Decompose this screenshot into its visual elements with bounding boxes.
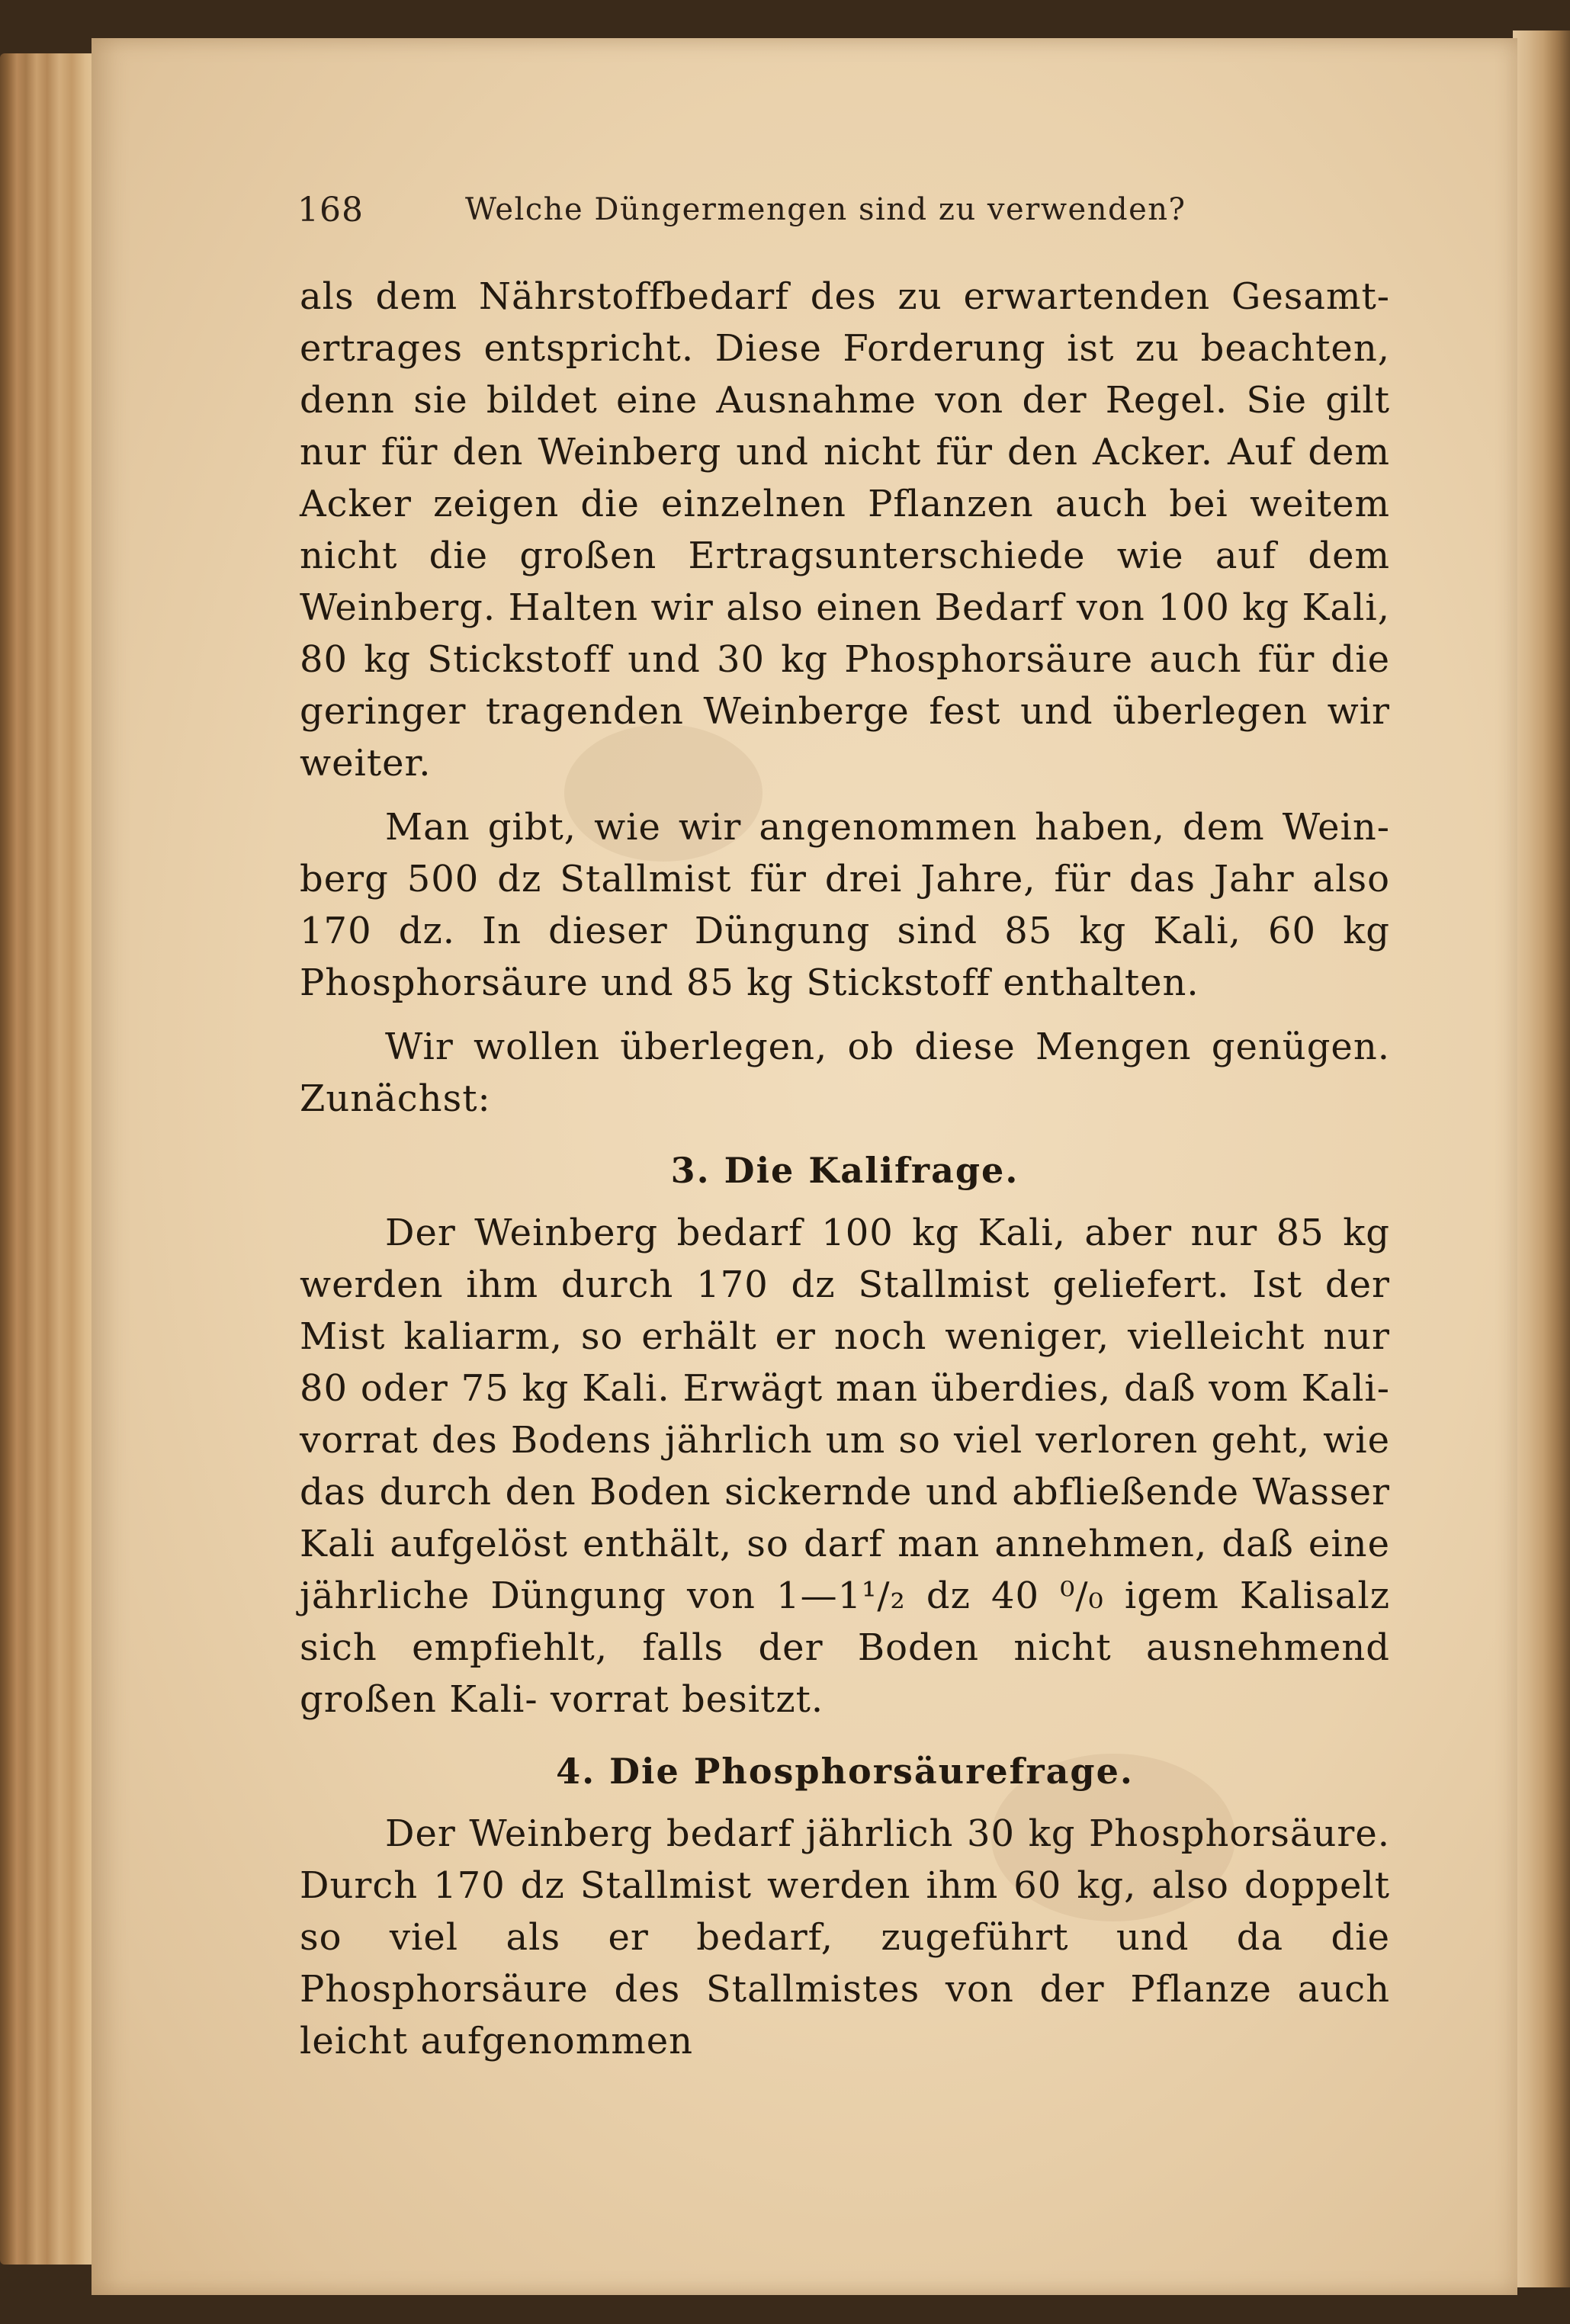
body-text bbox=[300, 271, 1390, 2067]
book-edge-right bbox=[1513, 30, 1570, 2287]
paragraph-1: als dem Nährstoffbedarf des zu erwartenden Gesamt- ertrages entspricht. Diese Forderung ist zu beachten, denn sie bildet eine Ausnahme von der Regel. Sie gilt nur für den Weinberg und nicht für den Acker. Auf dem Acker zeigen die einzelnen Pflanzen auch bei weitem nicht die großen Ertragsunterschiede wie auf dem Weinberg. Halten wir also einen Bedarf von 100 kg Kali, 80 kg Stickstoff und 30 kg Phosphorsäure auch für die geringer tragenden Weinberge fest und überlegen wir weiter. bbox=[300, 275, 1390, 785]
section-heading-phosphorsaeurefrage: 4. Die Phosphorsäurefrage. bbox=[556, 1751, 1134, 1792]
paragraph-5: Der Weinberg bedarf jährlich 30 kg Phosphorsäure. Durch 170 dz Stallmist werden ihm 60 kg, also doppelt so viel als er bedarf, zugeführt und da die Phosphorsäure des Stallmistes von der Pflanze auch leicht aufgenommen bbox=[300, 1812, 1390, 2062]
running-header bbox=[297, 191, 1289, 236]
page-number: 168 bbox=[297, 191, 364, 230]
section-heading-kalifrage: 3. Die Kalifrage. bbox=[670, 1150, 1019, 1191]
paragraph-3: Wir wollen überlegen, ob diese Mengen genügen. Zunächst: bbox=[300, 1026, 1390, 1120]
paragraph-4: Der Weinberg bedarf 100 kg Kali, aber nur 85 kg werden ihm durch 170 dz Stallmist geliefert. Ist der Mist kaliarm, so erhält er noch weniger, vielleicht nur 80 oder 75 kg Kali. Erwägt man überdies, daß vom Kali- vorrat des Bodens jährlich um so viel verloren geht, wie das durch den Boden sickernde und abfließende Wasser Kali aufgelöst enthält, so darf man annehmen, daß eine jährliche Düngung von 1—1¹/₂ dz 40 ⁰/₀ igem Kalisalz sich empfiehlt, falls der Boden nicht ausnehmend großen Kali- vorrat besitzt. bbox=[300, 1212, 1390, 1721]
running-title: Welche Düngermengen sind zu verwenden? bbox=[465, 192, 1186, 227]
paragraph-2: Man gibt, wie wir angenommen haben, dem Wein- berg 500 dz Stallmist für drei Jahre, für das Jahr also 170 dz. In dieser Düngung sind 85 kg Kali, 60 kg Phosphorsäure und 85 kg Stickstoff enthalten. bbox=[300, 806, 1390, 1004]
